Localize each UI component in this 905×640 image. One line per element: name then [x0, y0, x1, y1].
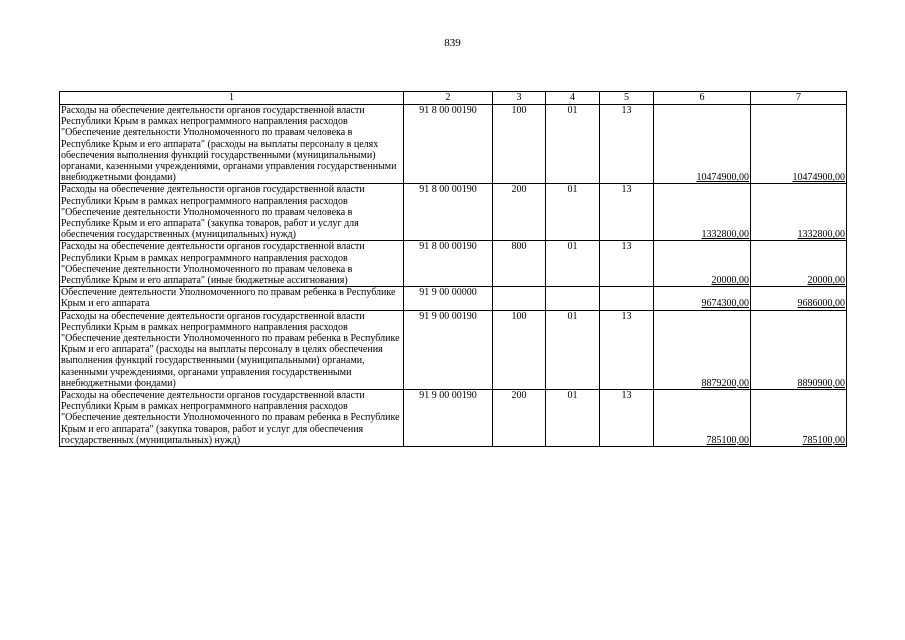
- amount-cell-2: [751, 184, 847, 241]
- expense-type: 800: [493, 241, 546, 287]
- column-header: 7: [751, 92, 847, 105]
- amount-value: 8879200,00: [701, 377, 749, 389]
- target-code: 91 9 00 00000: [404, 287, 493, 310]
- subsection-code: 13: [600, 390, 654, 447]
- amount-cell-1: [654, 105, 751, 184]
- row-description: Расходы на обеспечение деятельности органов государственной власти Республики Крым в рамках непрограммного направления расходов "Обеспечение деятельности Уполномоченного по правам человека в Республике Крым и его аппарата" (закупка товаров, работ и услуг для обеспечения государственных (муниципальных) нужд): [60, 184, 404, 241]
- row-description: Расходы на обеспечение деятельности органов государственной власти Республики Крым в рамках непрограммного направления расходов "Обеспечение деятельности Уполномоченного по правам ребенка в Республике Крым и его аппарата" (расходы на выплаты персоналу в целях обеспечения выполнения функций государственными (муниципальными) органами, казенными учреждениями, органами управления государственными внебюджетными фондами): [60, 310, 404, 389]
- column-header: 1: [60, 92, 404, 105]
- expense-type: 100: [493, 105, 546, 184]
- target-code: 91 8 00 00190: [404, 241, 493, 287]
- row-description: Расходы на обеспечение деятельности органов государственной власти Республики Крым в рамках непрограммного направления расходов "Обеспечение деятельности Уполномоченного по правам человека в Республике Крым и его аппарата" (расходы на выплаты персоналу в целях обеспечения выполнения функций государственными (муниципальными) органами, казенными учреждениями, органами управления государственными внебюджетными фондами): [60, 105, 404, 184]
- amount-value: 20000,00: [711, 275, 749, 287]
- amount-value: 8890900,00: [797, 377, 845, 389]
- amount-cell-2: [751, 241, 847, 287]
- section-code: 01: [546, 310, 600, 389]
- expense-type: 200: [493, 390, 546, 447]
- target-code: 91 8 00 00190: [404, 184, 493, 241]
- amount-cell-1: [654, 390, 751, 447]
- amount-value: 1332800,00: [701, 229, 749, 241]
- expense-type: 100: [493, 310, 546, 389]
- amount-value: 1332800,00: [797, 229, 845, 241]
- amount-value: 10474900,00: [696, 172, 749, 184]
- amount-value: 10474900,00: [792, 172, 845, 184]
- page-number: 839: [444, 37, 461, 49]
- target-code: 91 8 00 00190: [404, 105, 493, 184]
- amount-value: 20000,00: [807, 275, 845, 287]
- table-row: [60, 310, 847, 389]
- amount-value: 9674300,00: [701, 298, 749, 310]
- subsection-code: [600, 287, 654, 310]
- amount-cell-2: [751, 310, 847, 389]
- table-row: [60, 241, 847, 287]
- section-code: 01: [546, 105, 600, 184]
- subsection-code: 13: [600, 105, 654, 184]
- row-description: Расходы на обеспечение деятельности органов государственной власти Республики Крым в рамках непрограммного направления расходов "Обеспечение деятельности Уполномоченного по правам ребенка в Республике Крым и его аппарата" (закупка товаров, работ и услуг для обеспечения государственных (муниципальных) нужд): [60, 390, 404, 447]
- row-description: Расходы на обеспечение деятельности органов государственной власти Республики Крым в рамках непрограммного направления расходов "Обеспечение деятельности Уполномоченного по правам человека в Республике Крым и его аппарата" (иные бюджетные ассигнования): [60, 241, 404, 287]
- subsection-code: 13: [600, 310, 654, 389]
- column-header: 5: [600, 92, 654, 105]
- expense-type: [493, 287, 546, 310]
- target-code: 91 9 00 00190: [404, 390, 493, 447]
- column-header: 6: [654, 92, 751, 105]
- section-code: 01: [546, 390, 600, 447]
- amount-value: 785100,00: [706, 434, 749, 446]
- section-code: 01: [546, 184, 600, 241]
- amount-value: 9686000,00: [797, 298, 845, 310]
- amount-value: 785100,00: [802, 434, 845, 446]
- column-header: 4: [546, 92, 600, 105]
- column-header: 3: [493, 92, 546, 105]
- expense-type: 200: [493, 184, 546, 241]
- table-row: [60, 105, 847, 184]
- row-description: Обеспечение деятельности Уполномоченного по правам ребенка в Республике Крым и его аппарата: [60, 287, 404, 310]
- amount-cell-1: [654, 310, 751, 389]
- amount-cell-2: [751, 390, 847, 447]
- table-row: [60, 390, 847, 447]
- subsection-code: 13: [600, 184, 654, 241]
- column-header: 2: [404, 92, 493, 105]
- amount-cell-2: [751, 105, 847, 184]
- amount-cell-1: [654, 241, 751, 287]
- section-code: [546, 287, 600, 310]
- target-code: 91 9 00 00190: [404, 310, 493, 389]
- amount-cell-2: [751, 287, 847, 310]
- subsection-code: 13: [600, 241, 654, 287]
- section-code: 01: [546, 241, 600, 287]
- header-row: [60, 92, 847, 105]
- budget-table: [59, 91, 847, 447]
- amount-cell-1: [654, 184, 751, 241]
- amount-cell-1: [654, 287, 751, 310]
- table-row: [60, 287, 847, 310]
- table-row: [60, 184, 847, 241]
